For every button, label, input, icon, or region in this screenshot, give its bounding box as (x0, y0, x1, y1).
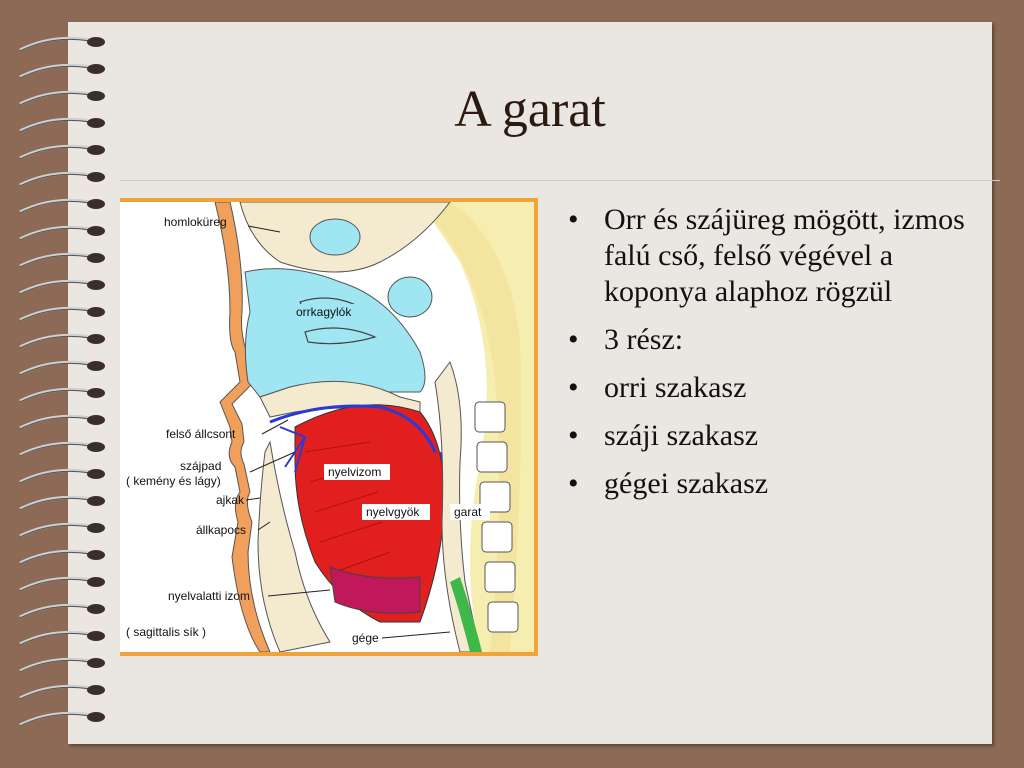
binding-hole (87, 685, 105, 695)
bullet-text: száji szakasz (604, 419, 759, 452)
binding-hole (87, 388, 105, 398)
bullet-item (560, 322, 980, 358)
bullet-dot: • (568, 323, 579, 356)
label-sagittalis: ( sagittalis sík ) (126, 625, 207, 639)
bullet-dot: • (568, 467, 579, 500)
binding-hole (87, 550, 105, 560)
label-ajkak: ajkak (216, 493, 245, 507)
binding-hole (87, 145, 105, 155)
bullet-dot: • (568, 203, 579, 236)
bullet-text: orri szakasz (604, 371, 747, 404)
label-szajpad: szájpad (180, 459, 222, 473)
binding-hole (87, 37, 105, 47)
binding-hole (87, 415, 105, 425)
bullet-dot: • (568, 371, 579, 404)
label-nyelvizom: nyelvizom (328, 465, 382, 479)
binding-hole (87, 577, 105, 587)
felso-allcsont-pointer (262, 420, 288, 434)
binding-hole (87, 172, 105, 182)
binding-hole (87, 631, 105, 641)
binding-hole (87, 280, 105, 290)
anatomy-figure (120, 198, 538, 656)
bullet-item (560, 418, 980, 454)
label-homlokureg: homloküreg (164, 215, 227, 229)
label-nyelvgyok: nyelvgyök (366, 505, 420, 519)
bullet-text: 3 rész: (604, 323, 684, 356)
binding-hole (87, 442, 105, 452)
label-nyelvalatti: nyelvalatti izom (168, 589, 251, 603)
binding-hole (87, 469, 105, 479)
binding-hole (87, 496, 105, 506)
gege-pointer (382, 632, 450, 638)
binding-hole (87, 361, 105, 371)
binding-hole (87, 307, 105, 317)
bullet-item (560, 202, 980, 310)
title-divider (120, 180, 1000, 181)
label-orrkagylok: orrkagylók (296, 305, 352, 319)
label-felso-allcsont: felső állcsont (166, 427, 236, 441)
label-allkapocs: állkapocs (196, 523, 247, 537)
head-cross-section-illustration (120, 202, 534, 652)
binding-hole (87, 334, 105, 344)
binding-hole (87, 64, 105, 74)
slide-title: A garat (454, 81, 606, 138)
bullet-item (560, 370, 980, 406)
binding-hole (87, 658, 105, 668)
bullet-text: gégei szakasz (604, 467, 769, 500)
bullet-item (560, 466, 980, 502)
label-garat: garat (454, 505, 482, 519)
binding-hole (87, 712, 105, 722)
bullet-dot: • (568, 419, 579, 452)
bullet-text: Orr és szájüreg mögött, izmos falú cső, felső végével a koponya alaphoz rögzül (604, 203, 965, 308)
label-szajpad-sub: ( kemény és lágy) (126, 474, 221, 488)
binding-hole (87, 199, 105, 209)
binding-hole (87, 226, 105, 236)
binding-hole (87, 604, 105, 614)
binding-hole (87, 523, 105, 533)
label-gege: gége (352, 631, 379, 645)
bullet-list (560, 202, 980, 514)
binding-hole (87, 253, 105, 263)
